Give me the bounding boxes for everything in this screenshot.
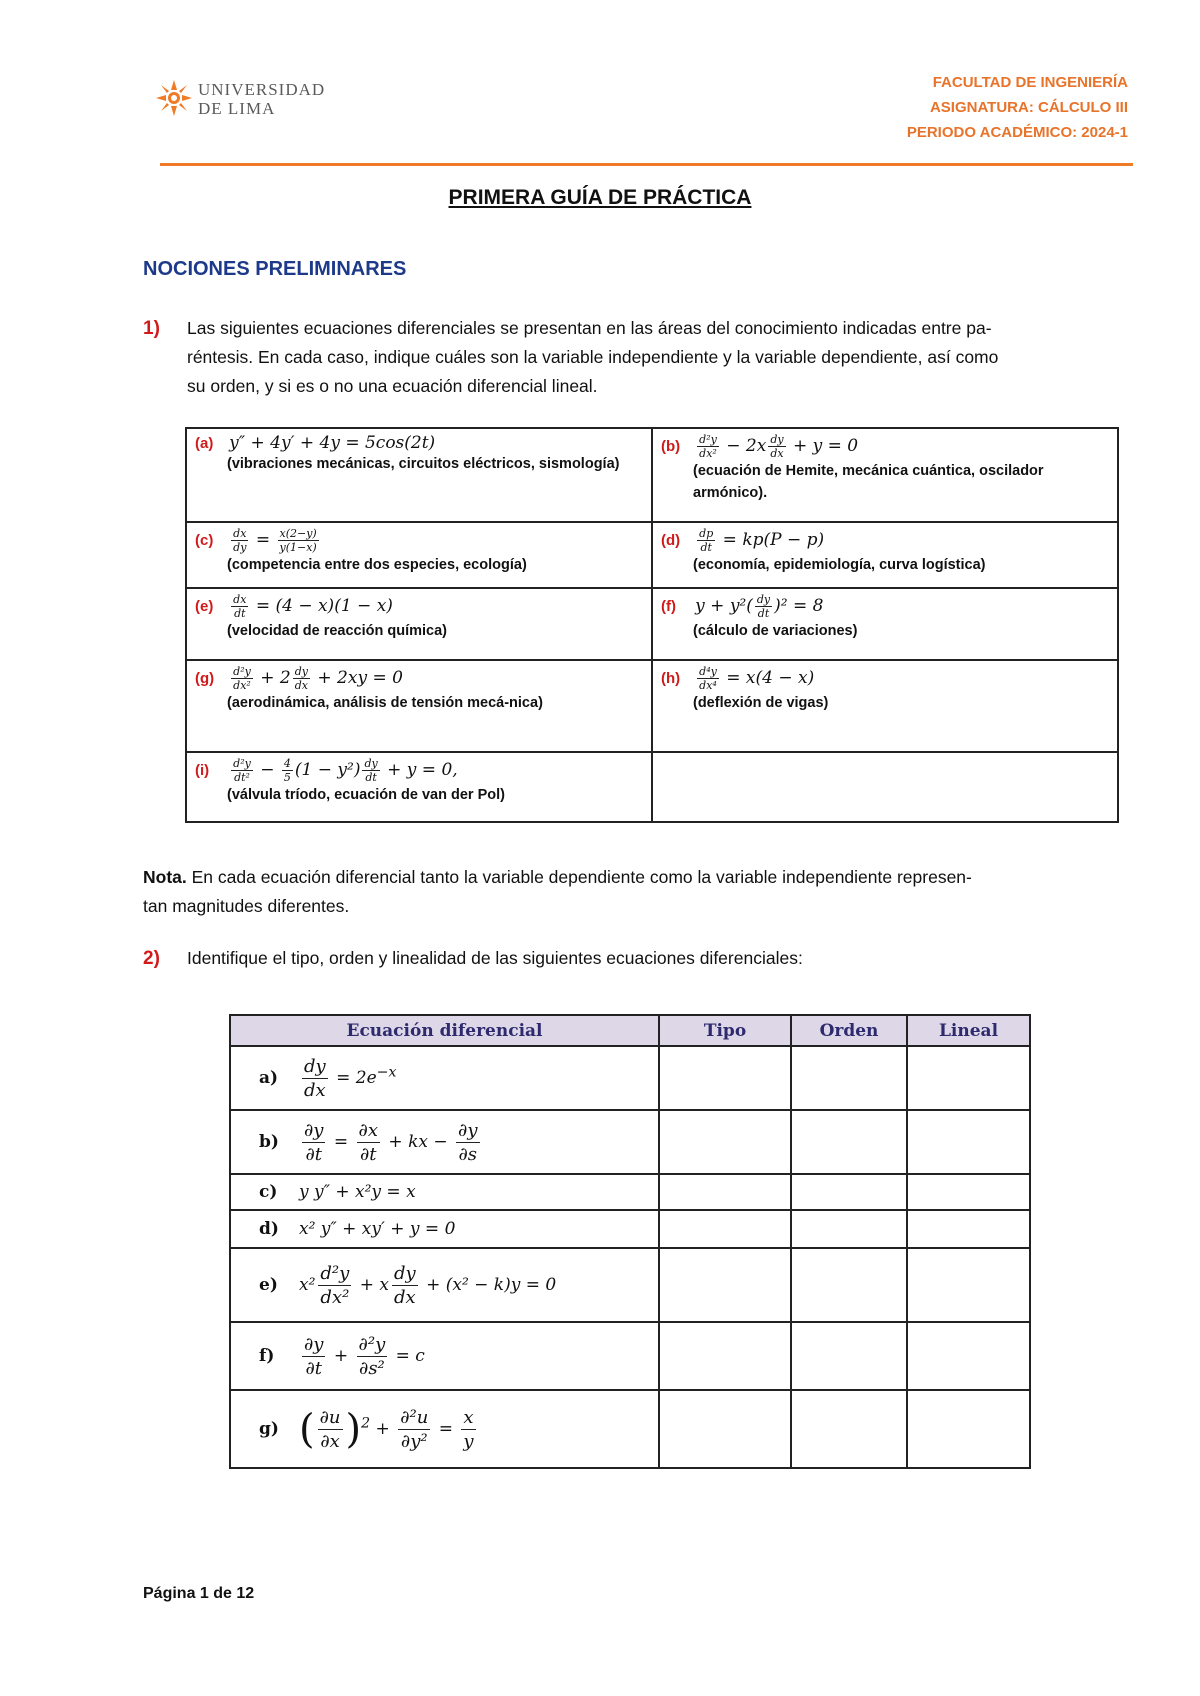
answer-cell[interactable] xyxy=(659,1390,791,1468)
empty-cell xyxy=(652,752,1118,822)
table-row xyxy=(230,1322,1030,1390)
page-number: Página 1 de 12 xyxy=(143,1585,255,1602)
header-divider xyxy=(160,163,1133,166)
equation-context: (cálculo de variaciones) xyxy=(693,623,858,639)
col-header: Orden xyxy=(791,1015,907,1046)
note-text: En cada ecuación diferencial tanto la variable dependiente como la variable independiente represen- xyxy=(191,867,972,887)
equation-context: (velocidad de reacción química) xyxy=(227,623,447,639)
note-label: Nota. xyxy=(143,867,187,887)
answer-cell[interactable] xyxy=(791,1110,907,1174)
row-label: g) xyxy=(259,1418,279,1439)
answer-cell[interactable] xyxy=(907,1174,1030,1210)
equation-cell: d) x² y″ + xy′ + y = 0 xyxy=(230,1210,659,1248)
answer-cell[interactable] xyxy=(907,1046,1030,1110)
equation-cell xyxy=(652,660,1118,752)
classification-table xyxy=(229,1014,1031,1469)
faculty: FACULTAD DE INGENIERÍA xyxy=(932,74,1128,91)
answer-cell[interactable] xyxy=(907,1390,1030,1468)
equation: $\frac{dp}{dt}$ = kp(P − p) xyxy=(699,527,825,554)
table-row xyxy=(230,1210,1030,1248)
col-header: Ecuación diferencial xyxy=(230,1015,659,1046)
equation: $\frac{\text{d²y}}{\text{dt²}}$ − $\frac{4}{5}$ (1 − y²) $\frac{dy}{dt}$ + y = 0, xyxy=(233,757,458,784)
answer-cell[interactable] xyxy=(791,1210,907,1248)
equation-context: (competencia entre dos especies, ecología) xyxy=(227,557,527,573)
col-header: Lineal xyxy=(907,1015,1030,1046)
equation-cell: g) ( $\frac{\partial u}{\partial x}$ )$^2$ + $\frac{\text{∂²u}}{\text{∂y²}}$ = $\frac{x}{y}$ xyxy=(230,1390,659,1468)
question-number: 1) xyxy=(143,318,160,339)
item-label: (b) xyxy=(661,438,681,455)
equation-cell xyxy=(186,522,652,588)
equation: y″ + 4y′ + 4y = 5cos(2t) xyxy=(229,433,436,453)
equation-cell xyxy=(652,522,1118,588)
equation-cell xyxy=(186,588,652,660)
q1-line3: su orden, y si es o no una ecuación diferencial lineal. xyxy=(187,376,598,396)
row-label: e) xyxy=(259,1274,278,1295)
equation: $\frac{\text{d⁴y}}{\text{dx⁴}}$ = x(4 − x) xyxy=(699,665,815,692)
table-row xyxy=(230,1248,1030,1322)
equation-context: (economía, epidemiología, curva logística) xyxy=(693,557,986,573)
answer-cell[interactable] xyxy=(907,1322,1030,1390)
answer-cell[interactable] xyxy=(907,1210,1030,1248)
equation: $\frac{dx}{dy}$ = $\frac{x(2-y)}{y(1-x)}$ xyxy=(233,527,317,554)
row-label: d) xyxy=(259,1219,279,1239)
equation-cell xyxy=(186,660,652,752)
item-label: (f) xyxy=(661,598,676,615)
row-label: f) xyxy=(259,1345,275,1366)
equations-table xyxy=(185,427,1119,823)
equation: y + y²( $\frac{dy}{dt}$ )² = 8 xyxy=(695,593,824,620)
equation-cell: b) $\frac{\partial y}{\partial t}$ = $\frac{\partial x}{\partial t}$ + kx − $\frac{\partial y}{\partial s}$ xyxy=(230,1110,659,1174)
item-label: (a) xyxy=(195,435,214,452)
table-row xyxy=(230,1110,1030,1174)
item-label: (d) xyxy=(661,532,681,549)
equation-cell: c) y y″ + x²y = x xyxy=(230,1174,659,1210)
item-label: (c) xyxy=(195,532,214,549)
period: PERIODO ACADÉMICO: 2024-1 xyxy=(906,124,1128,141)
header-info xyxy=(907,70,1128,145)
answer-cell[interactable] xyxy=(659,1046,791,1110)
equation-cell xyxy=(652,428,1118,522)
row-label: b) xyxy=(259,1131,279,1152)
equation-cell xyxy=(186,428,652,522)
q2-text: Identifique el tipo, orden y linealidad de las siguientes ecuaciones diferenciales: xyxy=(187,948,803,968)
answer-cell[interactable] xyxy=(907,1248,1030,1322)
item-label: (h) xyxy=(661,670,681,687)
equation: $\frac{dx}{dt}$ = (4 − x)(1 − x) xyxy=(233,593,393,620)
answer-cell[interactable] xyxy=(659,1174,791,1210)
equation-cell xyxy=(652,588,1118,660)
note-text-2: tan magnitudes diferentes. xyxy=(143,896,350,916)
row-label: c) xyxy=(259,1182,278,1202)
note xyxy=(143,863,1123,921)
row-label: a) xyxy=(259,1067,279,1088)
answer-cell[interactable] xyxy=(907,1110,1030,1174)
table-row xyxy=(230,1174,1030,1210)
equation-context: (válvula tríodo, ecuación de van der Pol) xyxy=(227,787,505,803)
question-1 xyxy=(143,314,1123,401)
answer-cell[interactable] xyxy=(791,1046,907,1110)
logo-text xyxy=(198,80,325,118)
item-label: (i) xyxy=(195,762,210,779)
answer-cell[interactable] xyxy=(659,1248,791,1322)
equation-context: (vibraciones mecánicas, circuitos eléctricos, sismología) xyxy=(227,456,620,472)
university-logo xyxy=(156,76,336,126)
table-row xyxy=(230,1390,1030,1468)
logo-text-line1: UNIVERSIDAD xyxy=(198,80,326,99)
equation-cell: e) x² $\frac{\text{d²y}}{\text{dx²}}$ + x $\frac{dy}{dx}$ + (x² − k)y = 0 xyxy=(230,1248,659,1322)
q1-line2: réntesis. En cada caso, indique cuáles son la variable independiente y la variable dependiente, así como xyxy=(187,347,999,367)
equation: $\frac{\text{d²y}}{\text{dx²}}$ − 2x $\frac{dy}{dx}$ + y = 0 xyxy=(699,433,859,460)
answer-cell[interactable] xyxy=(659,1110,791,1174)
equation-context: (deflexión de vigas) xyxy=(693,695,829,711)
equation-context: (ecuación de Hemite, mecánica cuántica, oscilador armónico). xyxy=(693,463,1044,501)
sun-logo-icon xyxy=(156,80,192,116)
question-number: 2) xyxy=(143,948,160,969)
answer-cell[interactable] xyxy=(791,1322,907,1390)
question-2 xyxy=(143,944,803,973)
item-label: (e) xyxy=(195,598,214,615)
equation: $\frac{\text{d²y}}{\text{dx²}}$ + 2 $\frac{dy}{dx}$ + 2xy = 0 xyxy=(233,665,403,692)
table-row xyxy=(230,1046,1030,1110)
equation-cell xyxy=(186,752,652,822)
answer-cell[interactable] xyxy=(791,1390,907,1468)
item-label: (g) xyxy=(195,670,215,687)
subject: ASIGNATURA: CÁLCULO III xyxy=(929,99,1128,116)
answer-cell[interactable] xyxy=(791,1248,907,1322)
page-title: PRIMERA GUÍA DE PRÁCTICA xyxy=(448,186,752,209)
equation-cell: f) $\frac{\partial y}{\partial t}$ + $\frac{\text{∂²y}}{\text{∂s²}}$ = c xyxy=(230,1322,659,1390)
answer-cell[interactable] xyxy=(659,1210,791,1248)
section-heading: NOCIONES PRELIMINARES xyxy=(143,258,407,280)
answer-cell[interactable] xyxy=(791,1174,907,1210)
logo-text-line2: DE LIMA xyxy=(198,99,276,118)
answer-cell[interactable] xyxy=(659,1322,791,1390)
q1-line1: Las siguientes ecuaciones diferenciales se presentan en las áreas del conocimiento indicadas entre pa- xyxy=(187,318,992,338)
col-header: Tipo xyxy=(659,1015,791,1046)
equation-context: (aerodinámica, análisis de tensión mecá-nica) xyxy=(227,695,543,711)
equation-cell: a) $\frac{dy}{dx}$ = $2e^{-x}$ xyxy=(230,1046,659,1110)
